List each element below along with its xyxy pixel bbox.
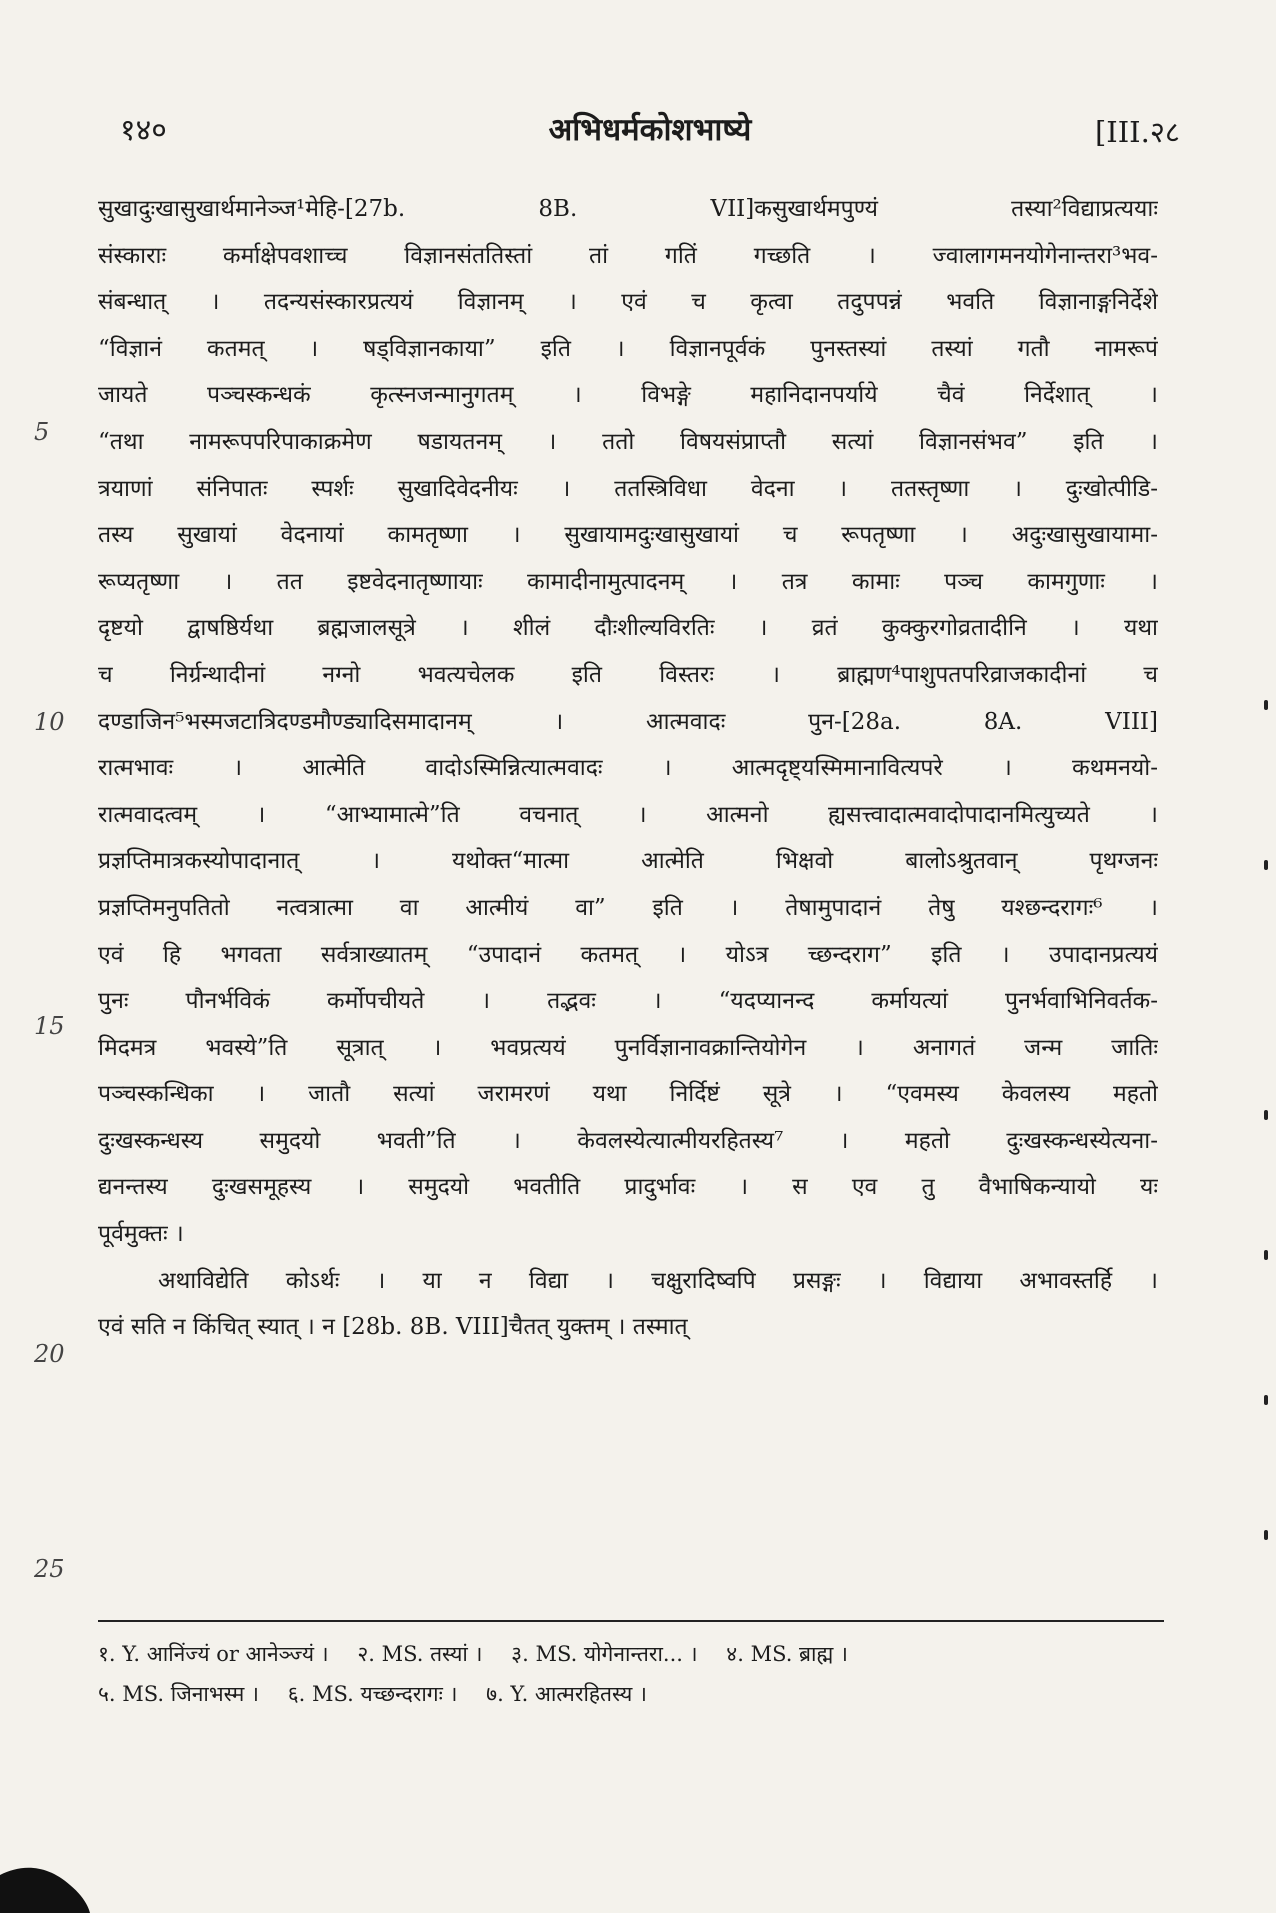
section-reference: [III.२८	[1094, 115, 1180, 149]
body-text	[98, 186, 1158, 1351]
text-line: “तथा नामरूपपरिपाकाक्रमेण षडायतनम् । ततो विषयसंप्राप्तौ सत्यां विज्ञानसंभव” इति ।	[98, 428, 1158, 455]
running-head	[120, 108, 1180, 156]
text-line: “विज्ञानं कतमत् । षड्विज्ञानकाया” इति । विज्ञानपूर्वकं पुनस्तस्यां तस्यां गतौ नामरूपं	[98, 335, 1158, 362]
text-line: संबन्धात् । तदन्यसंस्कारप्रत्ययं विज्ञानम् । एवं च कृत्वा तदुपपन्नं भवति विज्ञानाङ्गनिर्देशे	[98, 289, 1158, 316]
text-line: रात्मभावः । आत्मेति वादोऽस्मिन्नित्यात्मवादः । आत्मदृष्ट्यस्मिमानावित्यपरे । कथमनयो-	[98, 755, 1158, 782]
ink-blot-icon	[0, 1835, 90, 1913]
text-line: च निर्ग्रन्थादीनां नग्नो भवत्यचेलक इति विस्तरः । ब्राह्मण⁴पाशुपतपरिव्राजकादीनां च	[98, 661, 1158, 688]
scan-edge-mark	[1264, 860, 1268, 870]
text-line: मिदमत्र भवस्ये”ति सूत्रात् । भवप्रत्ययं पुनर्विज्ञानावक्रान्तियोगेन । अनागतं जन्म जातिः	[98, 1034, 1158, 1061]
text-line: जायते पञ्चस्कन्धकं कृत्स्नजन्मानुगतम् । विभङ्गे महानिदानपर्याये चैवं निर्देशात् ।	[98, 382, 1158, 409]
text-line: रूप्यतृष्णा । तत इष्टवेदनातृष्णायाः कामादीनामुत्पादनम् । तत्र कामाः पञ्च कामगुणाः ।	[98, 568, 1158, 595]
text-line: एवं हि भगवता सर्वत्राख्यातम् “उपादानं कतमत् । योऽत्र च्छन्दराग” इति । उपादानप्रत्ययं	[98, 941, 1158, 968]
footnotes	[98, 1634, 1164, 1714]
scan-edge-mark	[1264, 700, 1268, 710]
text-line: प्रज्ञप्तिमनुपतितो नत्वत्रात्मा वा आत्मीयं वा” इति । तेषामुपादानं तेषु यश्छन्दरागः⁶ ।	[98, 894, 1158, 921]
scan-edge-mark	[1264, 1530, 1268, 1540]
footnote: १. Y. आनिंज्यं or आनेञ्ज्यं ।	[98, 1642, 329, 1666]
text-line: एवं सति न किंचित् स्यात् । न [28b. 8B. VIII]चैतत् युक्तम् । तस्मात्	[98, 1314, 688, 1341]
text-line: द्यनन्तस्य दुःखसमूहस्य । समुदयो भवतीति प्रादुर्भावः । स एव तु वैभाषिकन्यायो यः	[98, 1174, 1158, 1201]
footnote: २. MS. तस्यां ।	[357, 1642, 483, 1666]
text-line: अथाविद्येति कोऽर्थः । या न विद्या । चक्षुरादिष्वपि प्रसङ्गः । विद्याया अभावस्तर्हि ।	[158, 1267, 1158, 1294]
scan-edge-mark	[1264, 1110, 1268, 1120]
text-line: पुनः पौनर्भविकं कर्मोपचीयते । तद्भवः । “यदप्यानन्द कर्मायत्यां पुनर्भवाभिनिवर्तक-	[98, 988, 1158, 1015]
footnote-row	[98, 1674, 1164, 1714]
text-line: संस्काराः कर्माक्षेपवशाच्च विज्ञानसंततिस्तां तां गतिं गच्छति । ज्वालागमनयोगेनान्तरा³भव-	[98, 242, 1158, 269]
scan-edge-mark	[1264, 1250, 1268, 1260]
text-line: त्रयाणां संनिपातः स्पर्शः सुखादिवेदनीयः । ततस्त्रिविधा वेदना । ततस्तृष्णा । दुःखोत्पीडि-	[98, 475, 1158, 502]
scan-edge-mark	[1264, 1395, 1268, 1405]
line-number: 20	[34, 1340, 65, 1368]
text-line: रात्मवादत्वम् । “आभ्यामात्मे”ति वचनात् । आत्मनो ह्यसत्त्वादात्मवादोपादानमित्युच्यते ।	[98, 801, 1158, 828]
footnote-row	[98, 1634, 1164, 1674]
footnote: ६. MS. यच्छन्दरागः ।	[287, 1682, 458, 1706]
text-line: तस्य सुखायां वेदनायां कामतृष्णा । सुखायामदुःखासुखायां च रूपतृष्णा । अदुःखासुखायामा-	[98, 522, 1158, 549]
text-line: सुखादुःखासुखार्थमानेञ्ज¹मेहि-[27b. 8B. VII]कसुखार्थमपुण्यं तस्या²विद्याप्रत्ययाः	[98, 196, 1158, 222]
text-line: पञ्चस्कन्धिका । जातौ सत्यां जरामरणं यथा निर्दिष्टं सूत्रे । “एवमस्य केवलस्य महतो	[98, 1081, 1158, 1108]
book-title: अभिधर्मकोशभाष्ये	[548, 112, 752, 148]
text-line: दृष्टयो द्वाषष्ठिर्यथा ब्रह्मजालसूत्रे । शीलं दौःशील्यविरतिः । व्रतं कुक्कुरगोव्रतादीनि । यथा	[98, 615, 1158, 642]
footnote: ३. MS. योगेनान्तरा... ।	[511, 1642, 698, 1666]
footnote: ४. MS. ब्राह्म ।	[726, 1642, 848, 1666]
text-line: प्रज्ञप्तिमात्रकस्योपादानात् । यथोक्त“मात्मा आत्मेति भिक्षवो बालोऽश्रुतवान् पृथग्जनः	[98, 848, 1158, 875]
footnote: ७. Y. आत्मरहितस्य ।	[486, 1682, 647, 1706]
line-number: 15	[34, 1012, 65, 1040]
text-line: दुःखस्कन्धस्य समुदयो भवती”ति । केवलस्येत्यात्मीयरहितस्य⁷ । महतो दुःखस्कन्धस्येत्यना-	[98, 1127, 1158, 1154]
footnote-divider	[98, 1620, 1164, 1622]
text-line: दण्डाजिन⁵भस्मजटात्रिदण्डमौण्ड्यादिसमादानम् । आत्मवादः पुन-[28a. 8A. VIII]	[98, 708, 1158, 735]
footnote: ५. MS. जिनाभस्म ।	[98, 1682, 260, 1706]
line-number: 10	[34, 708, 65, 736]
text-line: पूर्वमुक्तः ।	[98, 1221, 184, 1248]
page-number: १४०	[120, 113, 167, 148]
line-number: 25	[34, 1555, 65, 1583]
line-number: 5	[34, 418, 50, 446]
